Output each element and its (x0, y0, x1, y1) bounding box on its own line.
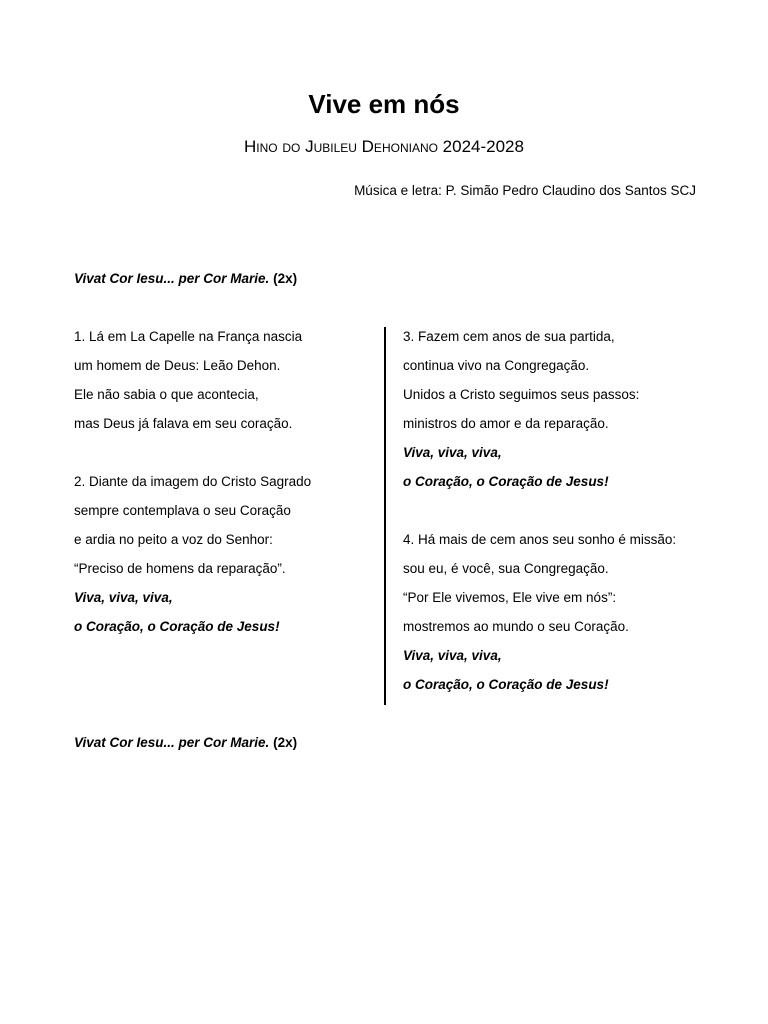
verse-1 (74, 327, 311, 443)
author-credit: Música e letra: P. Simão Pedro Claudino dos Santos SCJ (354, 183, 696, 198)
left-column (74, 327, 311, 646)
page-subtitle: Hino do Jubileu Dehoniano 2024-2028 (244, 137, 524, 156)
verse-line: sempre contemplava o seu Coração (74, 503, 291, 518)
verse-line: 1. Lá em La Capelle na França nascia (74, 329, 303, 344)
chorus-line: o Coração, o Coração de Jesus! (403, 474, 609, 489)
verse-4 (403, 530, 676, 704)
chorus-line: Viva, viva, viva, (403, 445, 502, 460)
page-title: Vive em nós (308, 89, 460, 119)
verse-line: sou eu, é você, sua Congregação. (403, 561, 609, 576)
column-divider (384, 327, 386, 705)
verse-line: um homem de Deus: Leão Dehon. (74, 358, 281, 373)
verse-line: ministros do amor e da reparação. (403, 416, 609, 431)
refrain-repeat: (2x) (273, 271, 298, 286)
verse-line: 2. Diante da imagem do Cristo Sagrado (74, 474, 312, 489)
chorus-line: o Coração, o Coração de Jesus! (403, 677, 609, 692)
verse-line: Unidos a Cristo seguimos seus passos: (403, 387, 640, 402)
refrain-text: Vivat Cor Iesu... per Cor Marie. (74, 735, 270, 750)
chorus-line: Viva, viva, viva, (403, 648, 502, 663)
refrain-text: Vivat Cor Iesu... per Cor Marie. (74, 271, 270, 286)
verse-line: mostremos ao mundo o seu Coração. (403, 619, 629, 634)
refrain-bottom (74, 733, 297, 753)
verse-3 (403, 327, 676, 501)
verse-line: e ardia no peito a voz do Senhor: (74, 532, 273, 547)
stanza-gap (403, 501, 676, 530)
verse-line: Ele não sabia o que acontecia, (74, 387, 259, 402)
refrain-repeat: (2x) (273, 735, 298, 750)
verse-line: 3. Fazem cem anos de sua partida, (403, 329, 615, 344)
refrain-top (74, 269, 297, 289)
chorus-line: o Coração, o Coração de Jesus! (74, 619, 280, 634)
verse-2 (74, 472, 311, 646)
verse-line: mas Deus já falava em seu coração. (74, 416, 293, 431)
stanza-gap (74, 443, 311, 472)
verse-line: “Por Ele vivemos, Ele vive em nós”: (403, 590, 617, 605)
chorus-line: Viva, viva, viva, (74, 590, 173, 605)
verse-line: “Preciso de homens da reparação”. (74, 561, 286, 576)
verse-line: continua vivo na Congregação. (403, 358, 590, 373)
right-column (403, 327, 676, 704)
verse-line: 4. Há mais de cem anos seu sonho é missão: (403, 532, 677, 547)
